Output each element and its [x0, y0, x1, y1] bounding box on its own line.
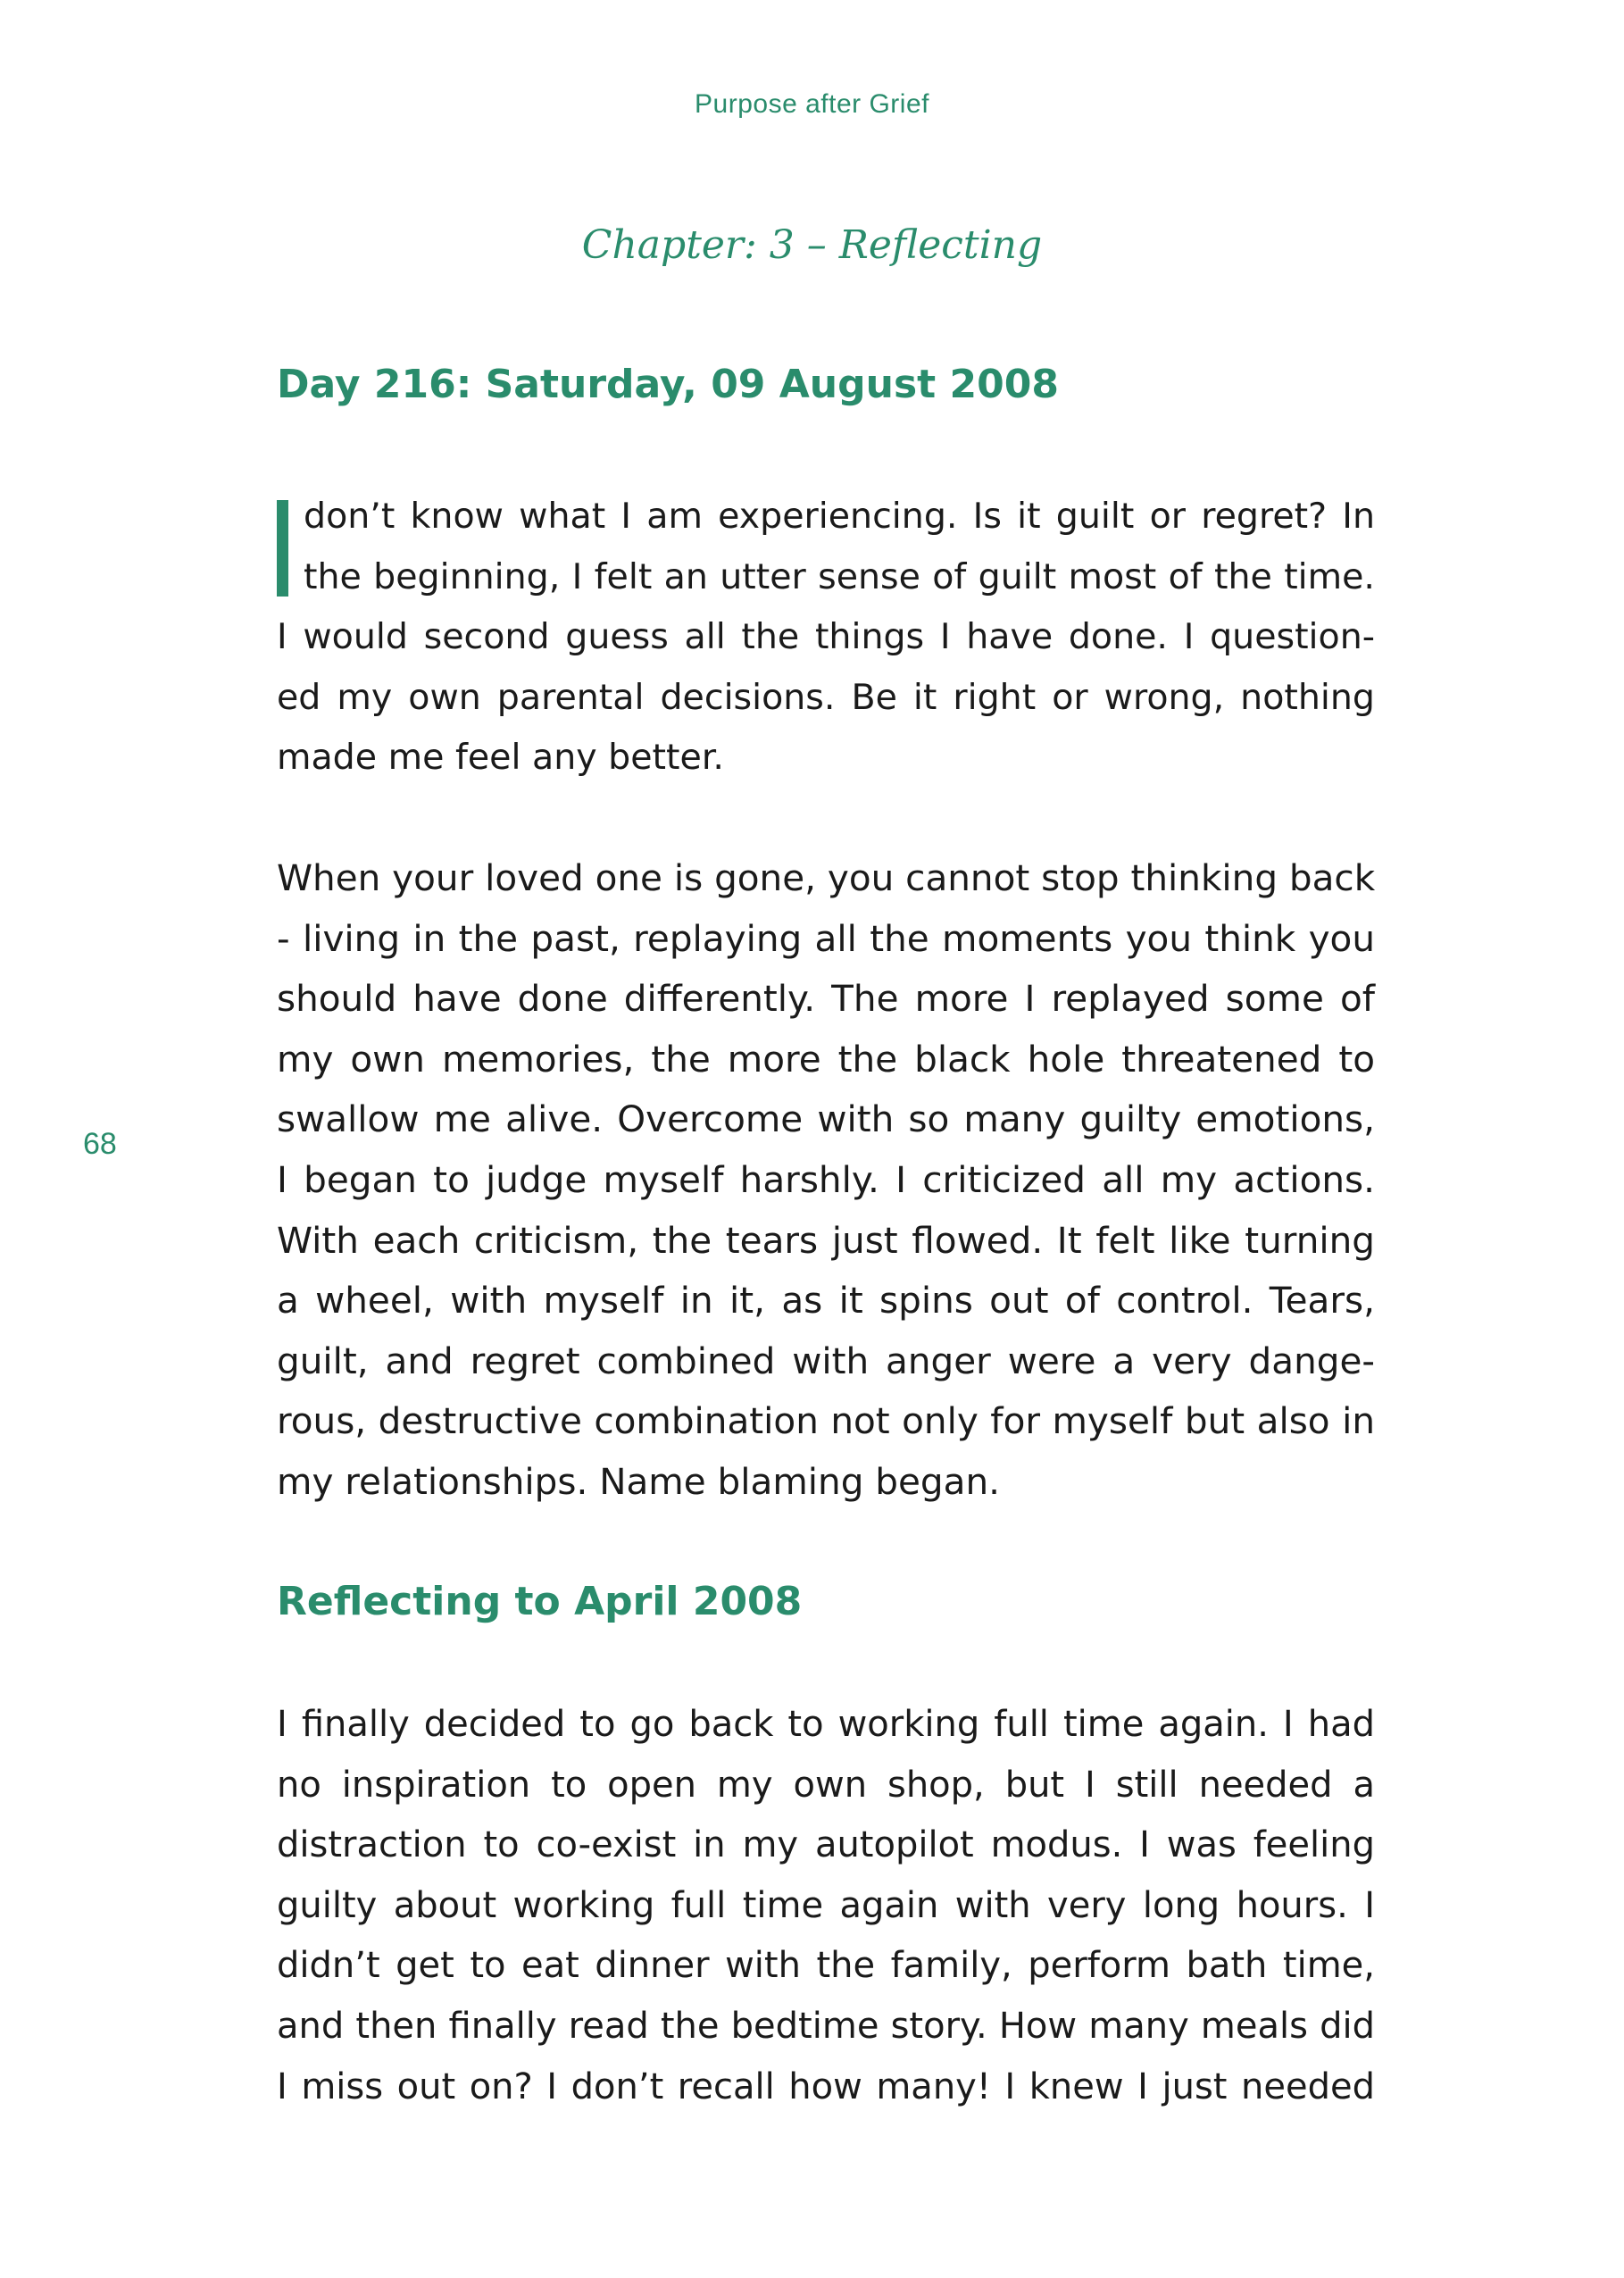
paragraph-line: a wheel, with myself in it, as it spins out of control. Tears, — [277, 1279, 1375, 1323]
paragraph-line: didn’t get to eat dinner with the family, perform bath time, — [277, 1945, 1375, 1987]
paragraph-line: rous, destructive combination not only for myself but also in — [277, 1399, 1375, 1443]
paragraph-line: I finally decided to go back to working full time again. I had — [277, 1704, 1375, 1745]
paragraph-line: swallow me alive. Overcome with so many guilty emotions, — [277, 1097, 1375, 1141]
paragraph-line: no inspiration to open my own shop, but I still needed a — [277, 1764, 1375, 1806]
paragraph-1 — [277, 487, 1375, 789]
paragraph-line: - living in the past, replaying all the moments you think you — [277, 916, 1375, 960]
paragraph-line: made me feel any better. — [277, 737, 724, 779]
section-heading: Reflecting to April 2008 — [277, 1579, 803, 1624]
day-heading: Day 216: Saturday, 09 August 2008 — [277, 362, 1059, 407]
paragraph-line: my relationships. Name blaming began. — [277, 1459, 1000, 1503]
paragraph-line: the beginning, I felt an utter sense of guilt most of the time. — [304, 555, 1375, 597]
paragraph-line: I miss out on? I don’t recall how many! I knew I just needed — [277, 2065, 1375, 2107]
paragraph-line: I began to judge myself harshly. I criticized all my actions. — [277, 1157, 1375, 1201]
paragraph-3 — [277, 1695, 1375, 2117]
paragraph-line: When your loved one is gone, you cannot stop thinking back — [277, 856, 1376, 899]
paragraph-line: guilt, and regret combined with anger were a very dange- — [277, 1339, 1375, 1382]
paragraph-line: should have done differently. The more I replayed some of — [277, 977, 1375, 1021]
paragraph-line: I would second guess all the things I have done. I question- — [277, 616, 1375, 658]
paragraph-line: distraction to co-exist in my autopilot modus. I was feeling — [277, 1824, 1375, 1866]
paragraph-line: guilty about working full time again with very long hours. I — [277, 1884, 1375, 1926]
paragraph-line: and then finally read the bedtime story. How many meals did — [277, 2005, 1375, 2047]
paragraph-line: don’t know what I am experiencing. Is it guilt or regret? In — [304, 496, 1375, 537]
paragraph-line: With each criticism, the tears just flowed. It felt like turning — [277, 1218, 1375, 1262]
paragraph-2 — [277, 848, 1375, 1513]
paragraph-line: ed my own parental decisions. Be it right or wrong, nothing — [277, 676, 1375, 718]
chapter-title: Chapter: 3 – Reflecting — [581, 222, 1043, 268]
paragraph-line: my own memories, the more the black hole threatened to — [277, 1037, 1375, 1081]
running-head: Purpose after Grief — [695, 89, 929, 119]
page-number: 68 — [83, 1127, 117, 1161]
